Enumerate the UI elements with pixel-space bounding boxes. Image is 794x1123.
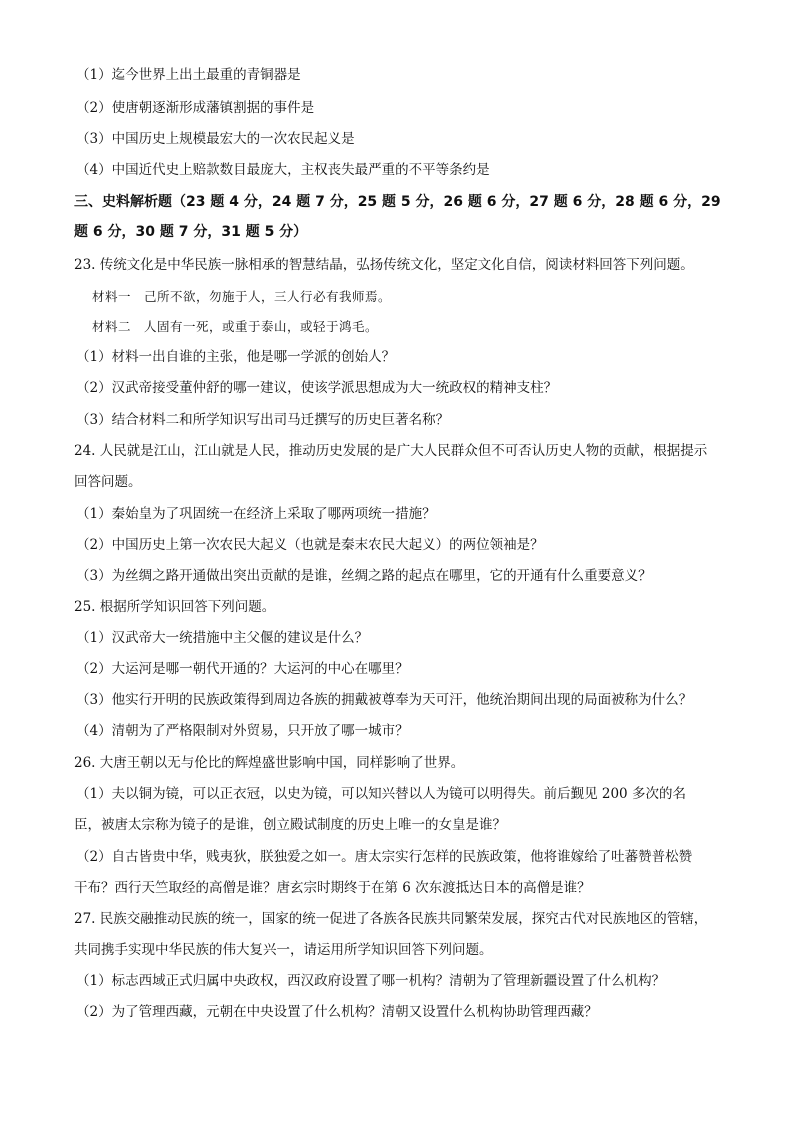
question-line: （1）秦始皇为了巩固统一在经济上采取了哪两项统一措施？ xyxy=(76,506,436,522)
question-line: （2）大运河是哪一朝代开通的？大运河的中心在哪里？ xyxy=(76,661,409,677)
question-27-stem-continued: 共同携手实现中华民族的伟大复兴一，请运用所学知识回答下列问题。 xyxy=(74,942,493,958)
question-line: （3）他实行开明的民族政策得到周边各族的拥戴被尊奉为天可汗，他统治期间出现的局面被称为什么？ xyxy=(76,692,693,708)
section-heading-continued: 题 6 分，30 题 7 分，31 题 5 分） xyxy=(74,224,308,240)
question-line: （4）中国近代史上赔款数目最庞大，主权丧失最严重的不平等条约是 xyxy=(76,162,490,178)
question-24-stem: 24. 人民就是江山，江山就是人民，推动历史发展的是广大人民群众但不可否认历史人物的贡献，根据提示 xyxy=(74,443,708,459)
question-line: （2）使唐朝逐渐形成藩镇割据的事件是 xyxy=(76,100,315,116)
question-line: （1）迄今世界上出土最重的青铜器是 xyxy=(76,67,301,83)
question-line: （1）汉武帝大一统措施中主父偃的建议是什么？ xyxy=(76,630,369,646)
question-26-stem: 26. 大唐王朝以无与伦比的辉煌盛世影响中国，同样影响了世界。 xyxy=(74,755,465,771)
question-line: （3）中国历史上规模最宏大的一次农民起义是 xyxy=(76,131,355,147)
question-line: （1）材料一出自谁的主张，他是哪一学派的创始人？ xyxy=(76,349,396,365)
material-two: 材料二 人固有一死，或重于泰山，或轻于鸿毛。 xyxy=(92,319,379,334)
question-line: （1）夫以铜为镜，可以正衣冠，以史为镜，可以知兴替以人为镜可以明得失。前后觐见 200 多次的名 xyxy=(76,786,686,802)
question-line-continued: 干布？西行天竺取经的高僧是谁？唐玄宗时期终于在第 6 次东渡抵达日本的高僧是谁？ xyxy=(74,880,591,896)
question-line: （3）结合材料二和所学知识写出司马迁撰写的历史巨著名称？ xyxy=(76,412,450,428)
question-line: （1）标志西域正式归属中央政权，西汉政府设置了哪一机构？清朝为了管理新疆设置了什么机构？ xyxy=(76,973,666,989)
question-line: （4）清朝为了严格限制对外贸易，只开放了哪一城市？ xyxy=(76,723,409,739)
section-heading: 三、史料解析题（23 题 4 分，24 题 7 分，25 题 5 分，26 题 6 分，27 题 6 分，28 题 6 分，29 xyxy=(74,194,721,210)
question-line: （2）自古皆贵中华，贱夷狄，朕独爱之如一。唐太宗实行怎样的民族政策，他将谁嫁给了吐蕃赞普松赞 xyxy=(76,849,693,865)
question-line: （2）为了管理西藏，元朝在中央设置了什么机构？清朝又设置什么机构协助管理西藏？ xyxy=(76,1004,598,1020)
question-line: （2）汉武帝接受董仲舒的哪一建议，使该学派思想成为大一统政权的精神支柱？ xyxy=(76,380,558,396)
question-line: （3）为丝绸之路开通做出突出贡献的是谁，丝绸之路的起点在哪里，它的开通有什么重要意义？ xyxy=(76,568,652,584)
question-line-continued: 臣，被唐太宗称为镜子的是谁，创立殿试制度的历史上唯一的女皇是谁？ xyxy=(74,817,506,833)
question-24-stem-continued: 回答问题。 xyxy=(74,474,142,490)
question-line: （2）中国历史上第一次农民大起义（也就是秦末农民大起义）的两位领袖是？ xyxy=(76,537,544,553)
question-23-stem: 23. 传统文化是中华民族一脉相承的智慧结晶，弘扬传统文化，坚定文化自信，阅读材料回答下列问题。 xyxy=(74,257,694,273)
material-one: 材料一 己所不欲，勿施于人，三人行必有我师焉。 xyxy=(92,289,392,304)
question-25-stem: 25. 根据所学知识回答下列问题。 xyxy=(74,599,276,615)
question-27-stem: 27. 民族交融推动民族的统一，国家的统一促进了各族各民族共同繁荣发展，探究古代对民族地区的管辖， xyxy=(74,911,708,927)
